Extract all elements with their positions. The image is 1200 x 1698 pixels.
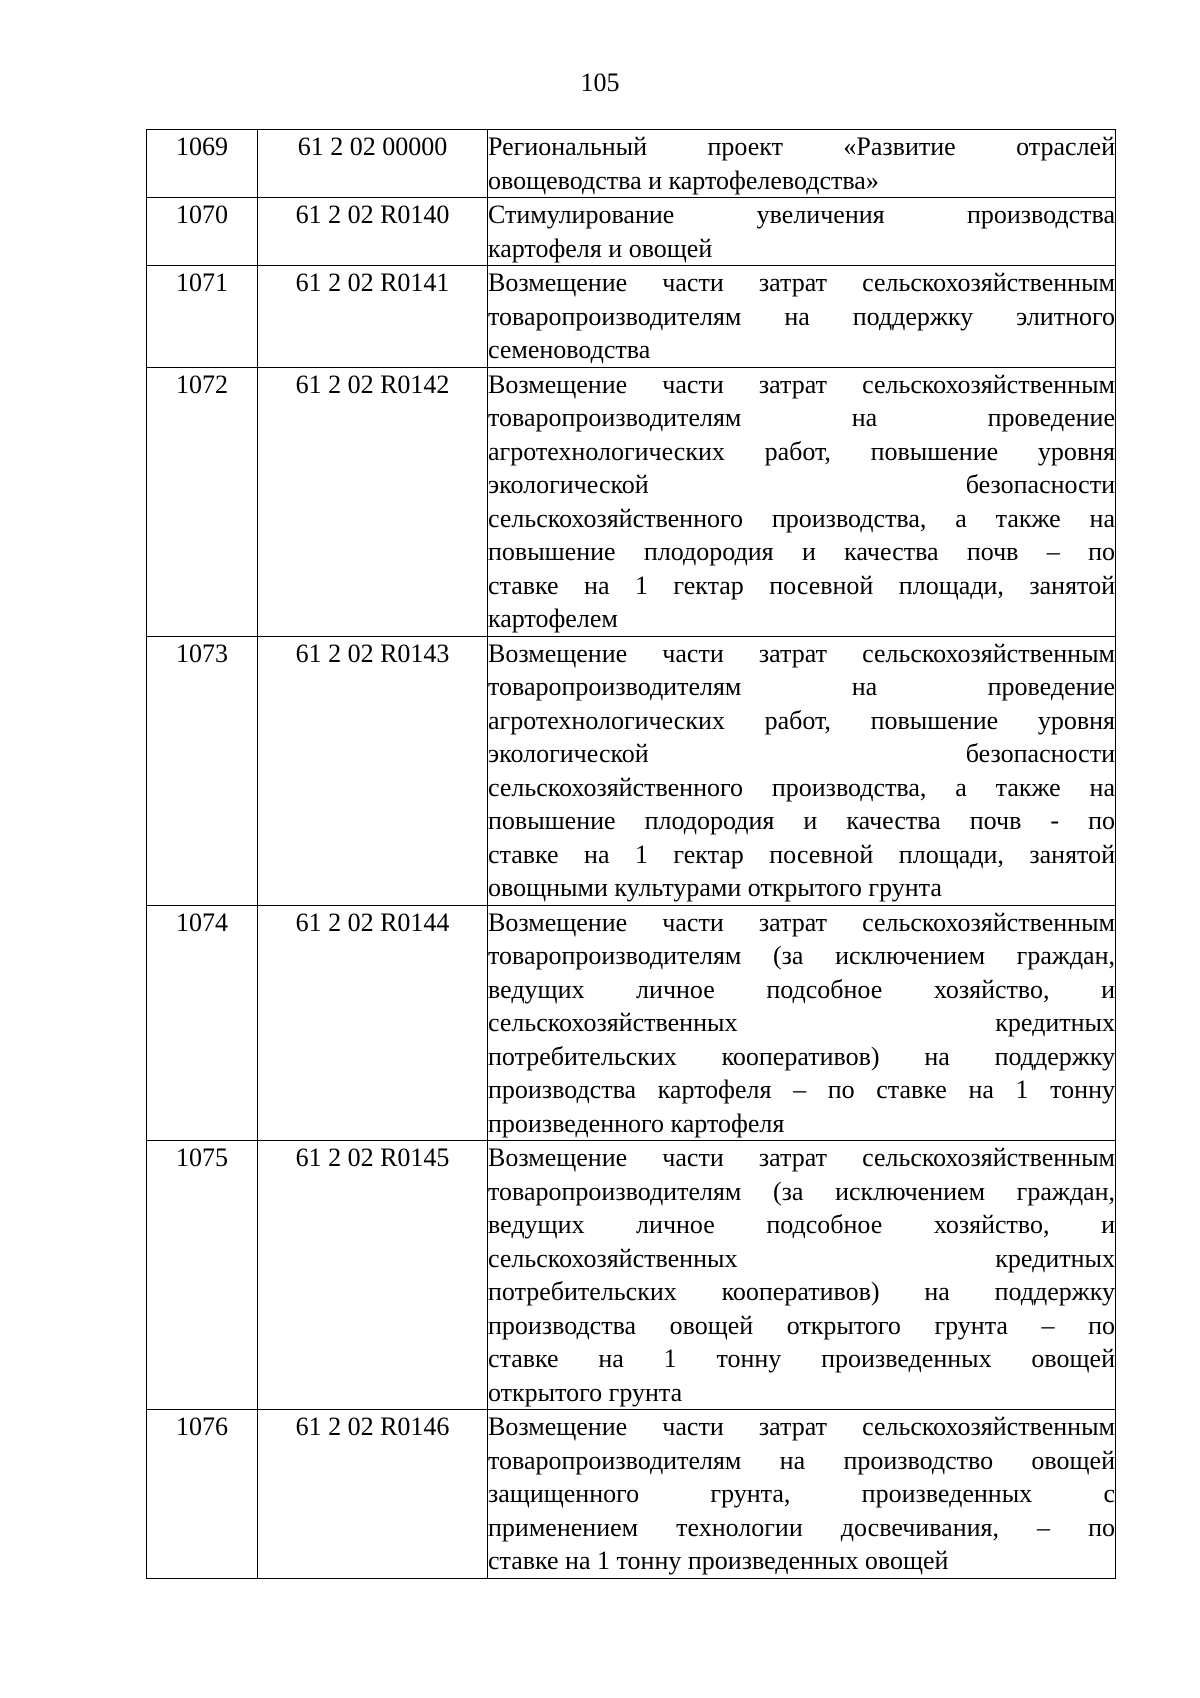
description-line: товаропроизводителям на проведение [488, 403, 1115, 432]
row-number: 1075 [147, 1141, 258, 1410]
row-number: 1070 [147, 198, 258, 266]
description-line: повышение плодородия и качества почв - по [488, 806, 1115, 835]
description-line: ставке на 1 тонну произведенных овощей [488, 1546, 949, 1575]
description-line: производства картофеля – по ставке на 1 тонну [488, 1075, 1115, 1104]
description-line: Возмещение части затрат сельскохозяйственным [488, 369, 1115, 399]
description-line: овощеводства и картофелеводства» [488, 165, 879, 195]
table-row [147, 905, 1116, 1141]
classification-code: 61 2 02 R0145 [258, 1141, 488, 1410]
classification-code: 61 2 02 R0140 [258, 198, 488, 266]
description-line: сельскохозяйственных кредитных [488, 1243, 1115, 1273]
row-number: 1073 [147, 636, 258, 905]
description-line: ставке на 1 гектар посевной площади, занятой [488, 570, 1115, 600]
item-description [488, 130, 1116, 198]
classification-code: 61 2 02 R0146 [258, 1410, 488, 1579]
description-line: открытого грунта [488, 1377, 683, 1407]
description-line: ставке на 1 тонну произведенных овощей [488, 1344, 1115, 1373]
description-line: сельскохозяйственного производства, а также на [488, 772, 1115, 802]
description-line: агротехнологических работ, повышение уровня [488, 436, 1115, 466]
description-line: Региональный проект «Развитие отраслей [488, 132, 1115, 161]
description-line: Возмещение части затрат сельскохозяйственным [488, 1143, 1115, 1172]
description-line: товаропроизводителям (за исключением граждан, [488, 941, 1115, 970]
row-number: 1074 [147, 905, 258, 1141]
classification-code: 61 2 02 R0141 [258, 266, 488, 368]
description-line: ставке на 1 гектар посевной площади, занятой [488, 839, 1115, 869]
description-line: товаропроизводителям на поддержку элитного [488, 301, 1115, 331]
classification-code: 61 2 02 R0143 [258, 636, 488, 905]
classification-code: 61 2 02 00000 [258, 130, 488, 198]
description-line: потребительских кооперативов) на поддержку [488, 1041, 1115, 1071]
description-line: повышение плодородия и качества почв – по [488, 537, 1115, 566]
description-line: ведущих личное подсобное хозяйство, и [488, 1210, 1115, 1239]
item-description [488, 1410, 1116, 1579]
item-description [488, 266, 1116, 368]
table-row [147, 367, 1116, 636]
description-line: экологической безопасности [488, 470, 1115, 499]
table-row [147, 636, 1116, 905]
description-line: ведущих личное подсобное хозяйство, и [488, 974, 1115, 1004]
description-line: картофелем [488, 604, 618, 633]
classification-code: 61 2 02 R0144 [258, 905, 488, 1141]
description-line: экологической безопасности [488, 739, 1115, 768]
description-line: Возмещение части затрат сельскохозяйственным [488, 1412, 1115, 1441]
row-number: 1069 [147, 130, 258, 198]
row-number: 1072 [147, 367, 258, 636]
table-row [147, 266, 1116, 368]
budget-classification-table [146, 129, 1116, 1579]
row-number: 1076 [147, 1410, 258, 1579]
item-description [488, 1141, 1116, 1410]
description-line: агротехнологических работ, повышение уровня [488, 705, 1115, 735]
item-description [488, 905, 1116, 1141]
description-line: товаропроизводителям (за исключением граждан, [488, 1176, 1115, 1206]
item-description [488, 367, 1116, 636]
description-line: сельскохозяйственного производства, а также на [488, 503, 1115, 533]
description-line: применением технологии досвечивания, – по [488, 1512, 1115, 1542]
page-number: 105 [580, 68, 620, 97]
description-line: Стимулирование увеличения производства [488, 200, 1115, 229]
description-line: произведенного картофеля [488, 1108, 785, 1138]
description-line: овощными культурами открытого грунта [488, 873, 942, 902]
description-line: сельскохозяйственных кредитных [488, 1008, 1115, 1037]
table-row [147, 1141, 1116, 1410]
description-line: защищенного грунта, произведенных с [488, 1479, 1115, 1508]
description-line: картофеля и овощей [488, 233, 713, 263]
table-row [147, 1410, 1116, 1579]
description-line: производства овощей открытого грунта – по [488, 1310, 1115, 1340]
description-line: Возмещение части затрат сельскохозяйственным [488, 907, 1115, 937]
table-body [147, 130, 1116, 1579]
table-row [147, 130, 1116, 198]
classification-code: 61 2 02 R0142 [258, 367, 488, 636]
item-description [488, 636, 1116, 905]
description-line: Возмещение части затрат сельскохозяйственным [488, 638, 1115, 668]
description-line: потребительских кооперативов) на поддержку [488, 1277, 1115, 1306]
description-line: товаропроизводителям на производство овощей [488, 1445, 1115, 1475]
row-number: 1071 [147, 266, 258, 368]
item-description [488, 198, 1116, 266]
description-line: Возмещение части затрат сельскохозяйственным [488, 268, 1115, 297]
description-line: товаропроизводителям на проведение [488, 672, 1115, 701]
description-line: семеноводства [488, 335, 651, 364]
table-row [147, 198, 1116, 266]
